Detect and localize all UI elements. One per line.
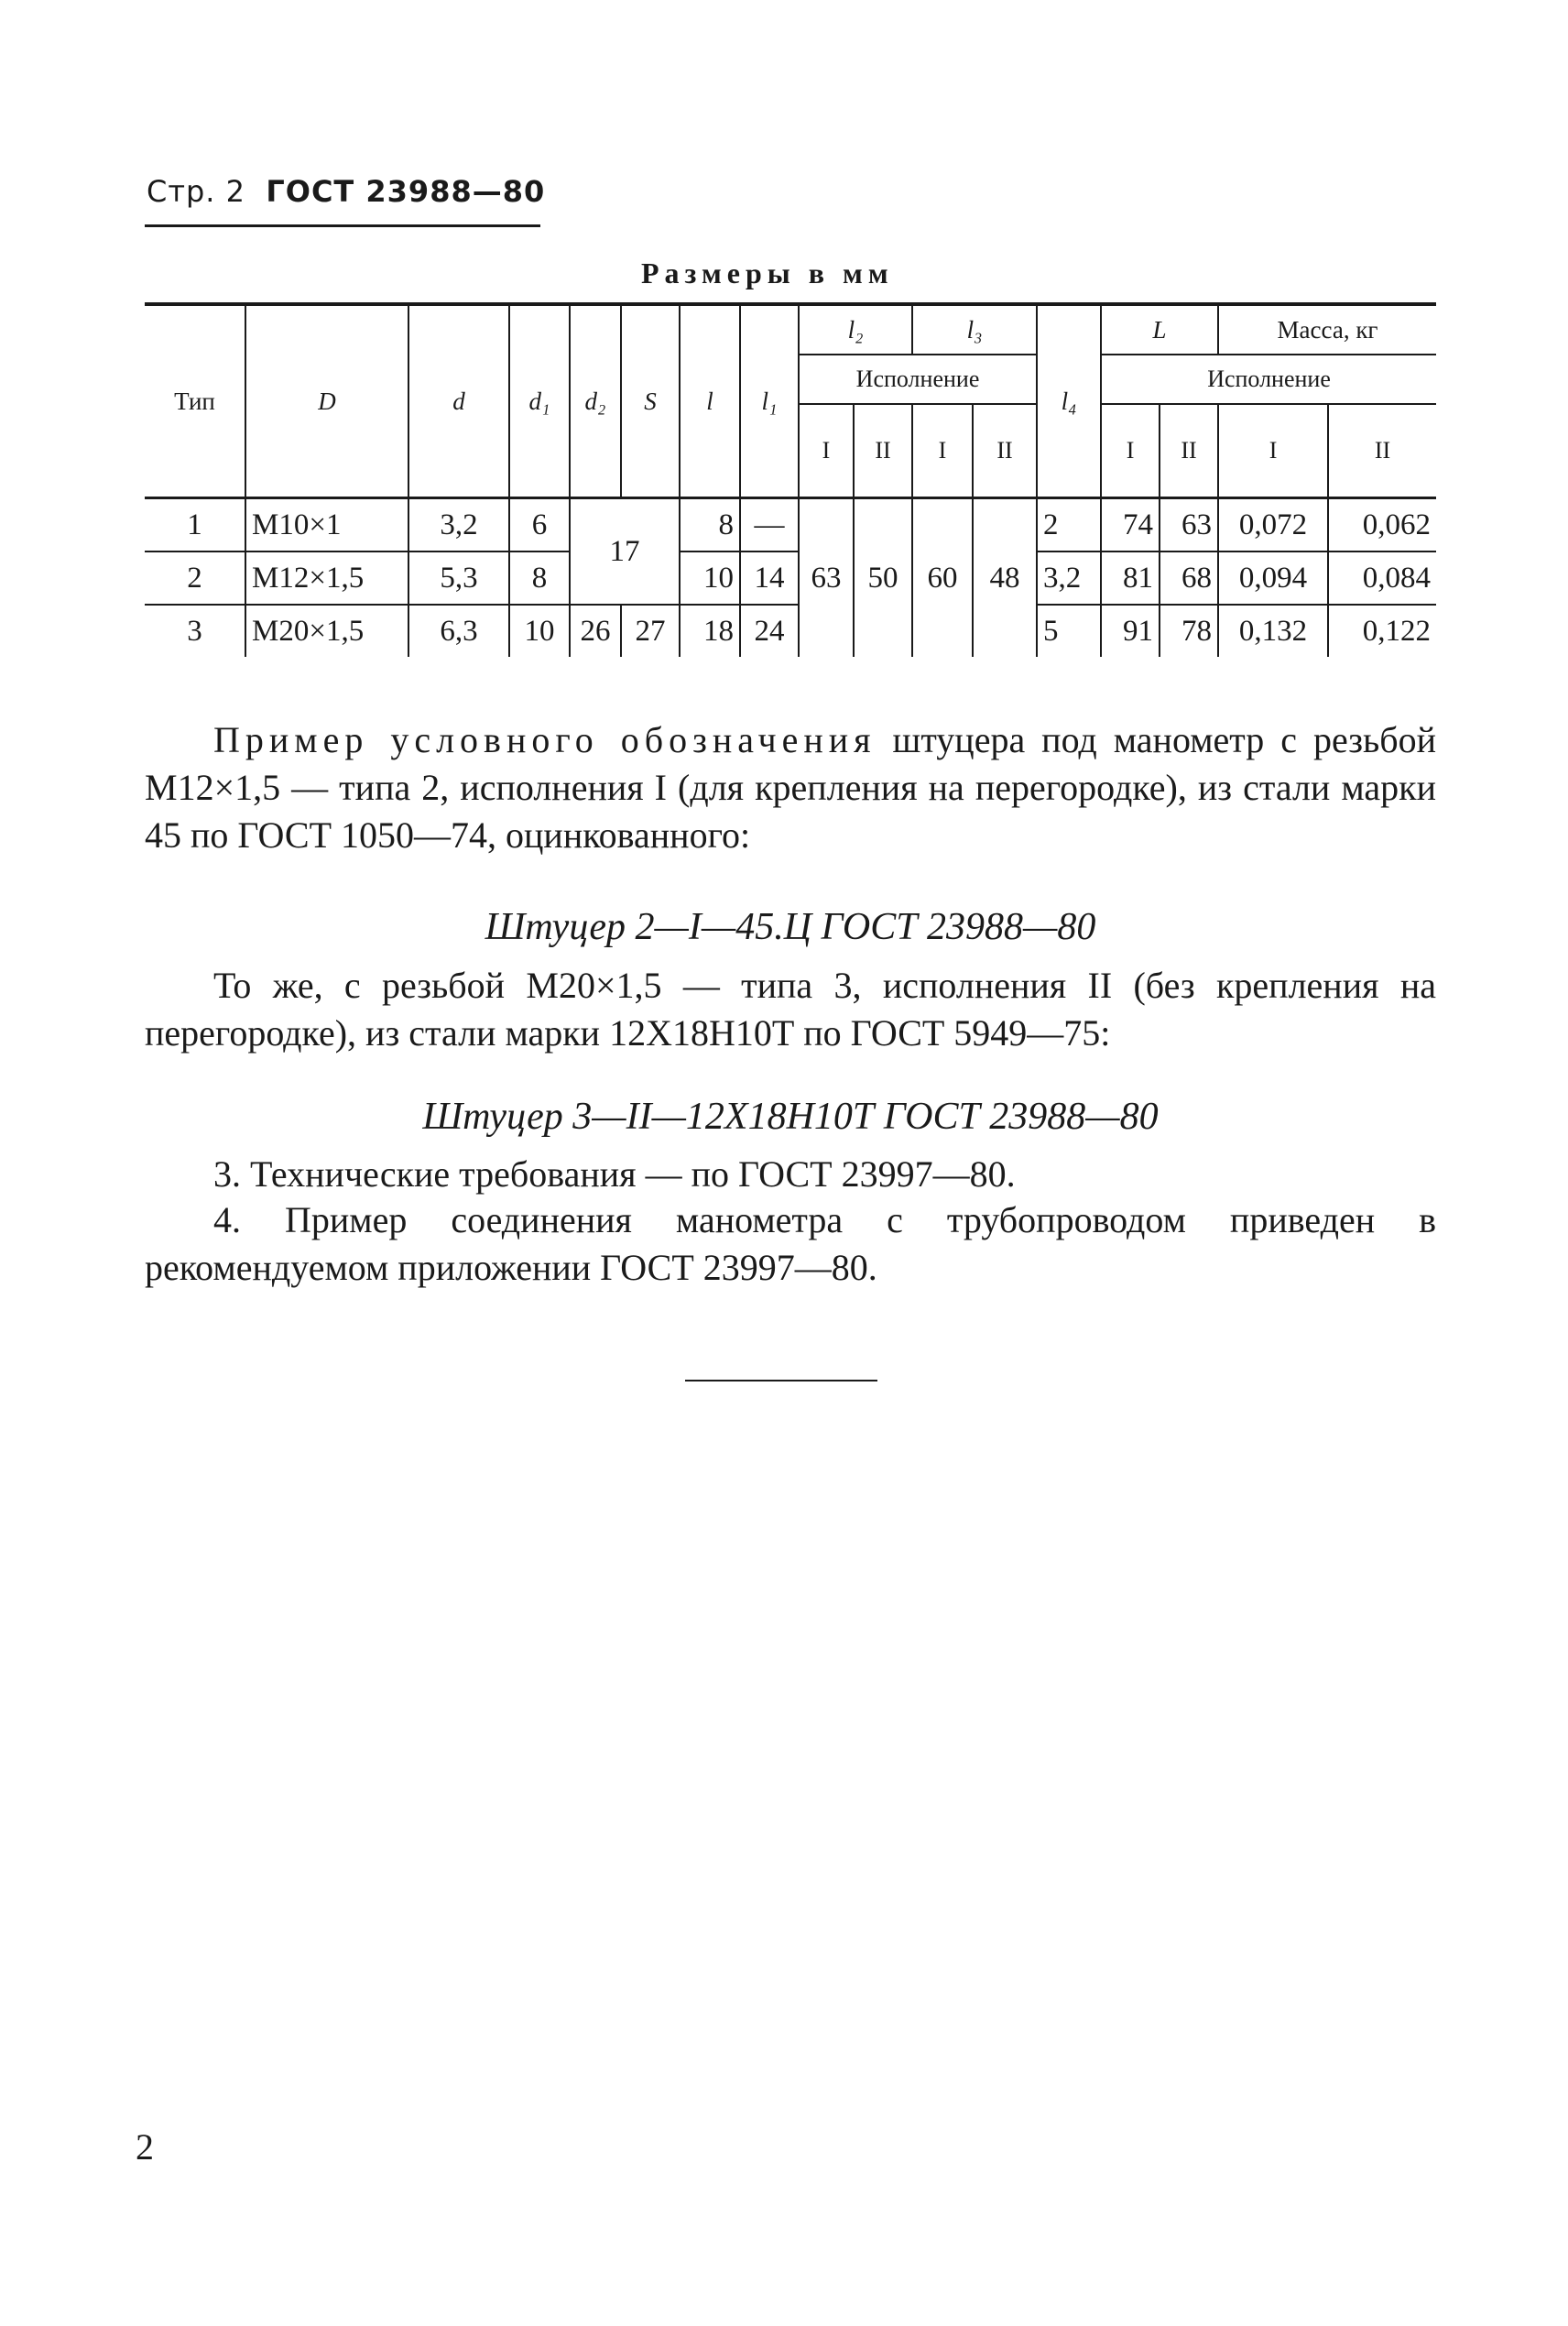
cell-mass-exec-II: 0,062 [1328, 498, 1436, 552]
cell-L-exec-I: 91 [1101, 605, 1160, 657]
cell-mass-exec-I: 0,072 [1218, 498, 1328, 552]
header-rule [145, 224, 540, 227]
cell-mass-exec-I: 0,132 [1218, 605, 1328, 657]
end-rule [685, 1380, 877, 1381]
header-L: L [1101, 304, 1218, 355]
page-label: Стр. 2 [147, 174, 245, 209]
cell-d1: 10 [509, 605, 570, 657]
cell-d: 5,3 [408, 551, 509, 605]
paragraph-technical-requirements: 3. Технические требования — по ГОСТ 23997—80. [213, 1153, 1016, 1195]
header-execution-mass: Исполнение [1101, 355, 1436, 404]
header-l3: l₃ [912, 304, 1037, 355]
cell-mass-exec-II: 0,122 [1328, 605, 1436, 657]
cell-l3-exec-II: 48 [973, 498, 1037, 658]
header-L-exec-I: I [1101, 404, 1160, 498]
header-tip: Тип [145, 304, 245, 498]
table-row [145, 498, 1436, 552]
cell-l: 18 [680, 605, 740, 657]
header-l2-exec-I: I [799, 404, 854, 498]
header-l1: l₁ [740, 304, 799, 498]
cell-d: 6,3 [408, 605, 509, 657]
header-d: d [408, 304, 509, 498]
cell-tip: 3 [187, 614, 202, 648]
cell-l1: — [740, 498, 799, 552]
cell-d2-S-shared: 17 [570, 498, 680, 606]
cell-L-exec-I: 81 [1101, 551, 1160, 605]
dimensions-table [145, 302, 1436, 657]
header-mass-exec-I: I [1218, 404, 1328, 498]
cell-S: 27 [621, 605, 680, 657]
header-l2-exec-II: II [854, 404, 912, 498]
header-l2: l₂ [799, 304, 912, 355]
paragraph-same-thread: То же, с резьбой М20×1,5 — типа 3, исполнения II (без крепления на перегородке), из стали марки 12Х18Н10Т по ГОСТ 5949—75: [145, 965, 1436, 1054]
table-caption: Размеры в мм [641, 257, 894, 289]
cell-d1: 8 [509, 551, 570, 605]
header-D: D [245, 304, 408, 498]
cell-l: 8 [680, 498, 740, 552]
cell-mass-exec-II: 0,084 [1328, 551, 1436, 605]
table-row [145, 605, 1436, 657]
cell-d1: 6 [509, 498, 570, 552]
cell-D: М20×1,5 [245, 605, 408, 657]
cell-D: М12×1,5 [245, 551, 408, 605]
header-l3-exec-I: I [912, 404, 973, 498]
cell-l2-exec-I: 63 [799, 498, 854, 658]
cell-D: М10×1 [245, 498, 408, 552]
header-L-exec-II: II [1160, 404, 1218, 498]
cell-l2-exec-II: 50 [854, 498, 912, 658]
header-execution-l: Исполнение [799, 355, 1037, 404]
designation-example-1: Штуцер 2—I—45.Ц ГОСТ 23988—80 [485, 906, 1096, 948]
paragraph-connection-example: 4. Пример соединения манометра с трубопроводом приведен в рекомендуемом приложении ГОСТ 23997—80. [145, 1199, 1436, 1288]
page-number: 2 [136, 2126, 154, 2168]
page-header [147, 174, 545, 209]
cell-l1: 24 [740, 605, 799, 657]
standard-number: ГОСТ 23988—80 [266, 174, 546, 209]
paragraph-body: штуцера под манометр с резьбой М12×1,5 — типа 2, исполнения I (для крепления на перегородке), из стали марки 45 по ГОСТ 1050—74, оцинкованного: [145, 719, 1437, 856]
designation-example-2: Штуцер 3—II—12Х18Н10Т ГОСТ 23988—80 [422, 1096, 1159, 1138]
cell-L-exec-II: 63 [1160, 498, 1218, 552]
header-d1: d₁ [509, 304, 570, 498]
cell-d: 3,2 [408, 498, 509, 552]
cell-d2: 26 [570, 605, 621, 657]
cell-tip: 2 [145, 551, 245, 605]
header-mass-exec-II: II [1328, 404, 1436, 498]
cell-L-exec-II: 68 [1160, 551, 1218, 605]
cell-l1: 14 [740, 551, 799, 605]
cell-L-exec-II: 78 [1160, 605, 1218, 657]
header-l3-exec-II: II [973, 404, 1037, 498]
cell-tip: 1 [145, 498, 245, 552]
cell-l4: 5 [1037, 605, 1101, 657]
header-mass: Масса, кг [1218, 304, 1436, 355]
cell-mass-exec-I: 0,094 [1218, 551, 1328, 605]
paragraph-designation-example [145, 716, 1436, 859]
cell-l4: 3,2 [1037, 551, 1101, 605]
cell-L-exec-I: 74 [1101, 498, 1160, 552]
cell-l3-exec-I: 60 [912, 498, 973, 658]
cell-l: 10 [680, 551, 740, 605]
header-l4: l₄ [1037, 304, 1101, 498]
header-l: l [680, 304, 740, 498]
paragraph-lead: Пример условного обозначения [213, 719, 877, 760]
cell-l4: 2 [1037, 498, 1101, 552]
header-S: S [621, 304, 680, 498]
table-row [145, 551, 1436, 605]
header-d2: d₂ [570, 304, 621, 498]
